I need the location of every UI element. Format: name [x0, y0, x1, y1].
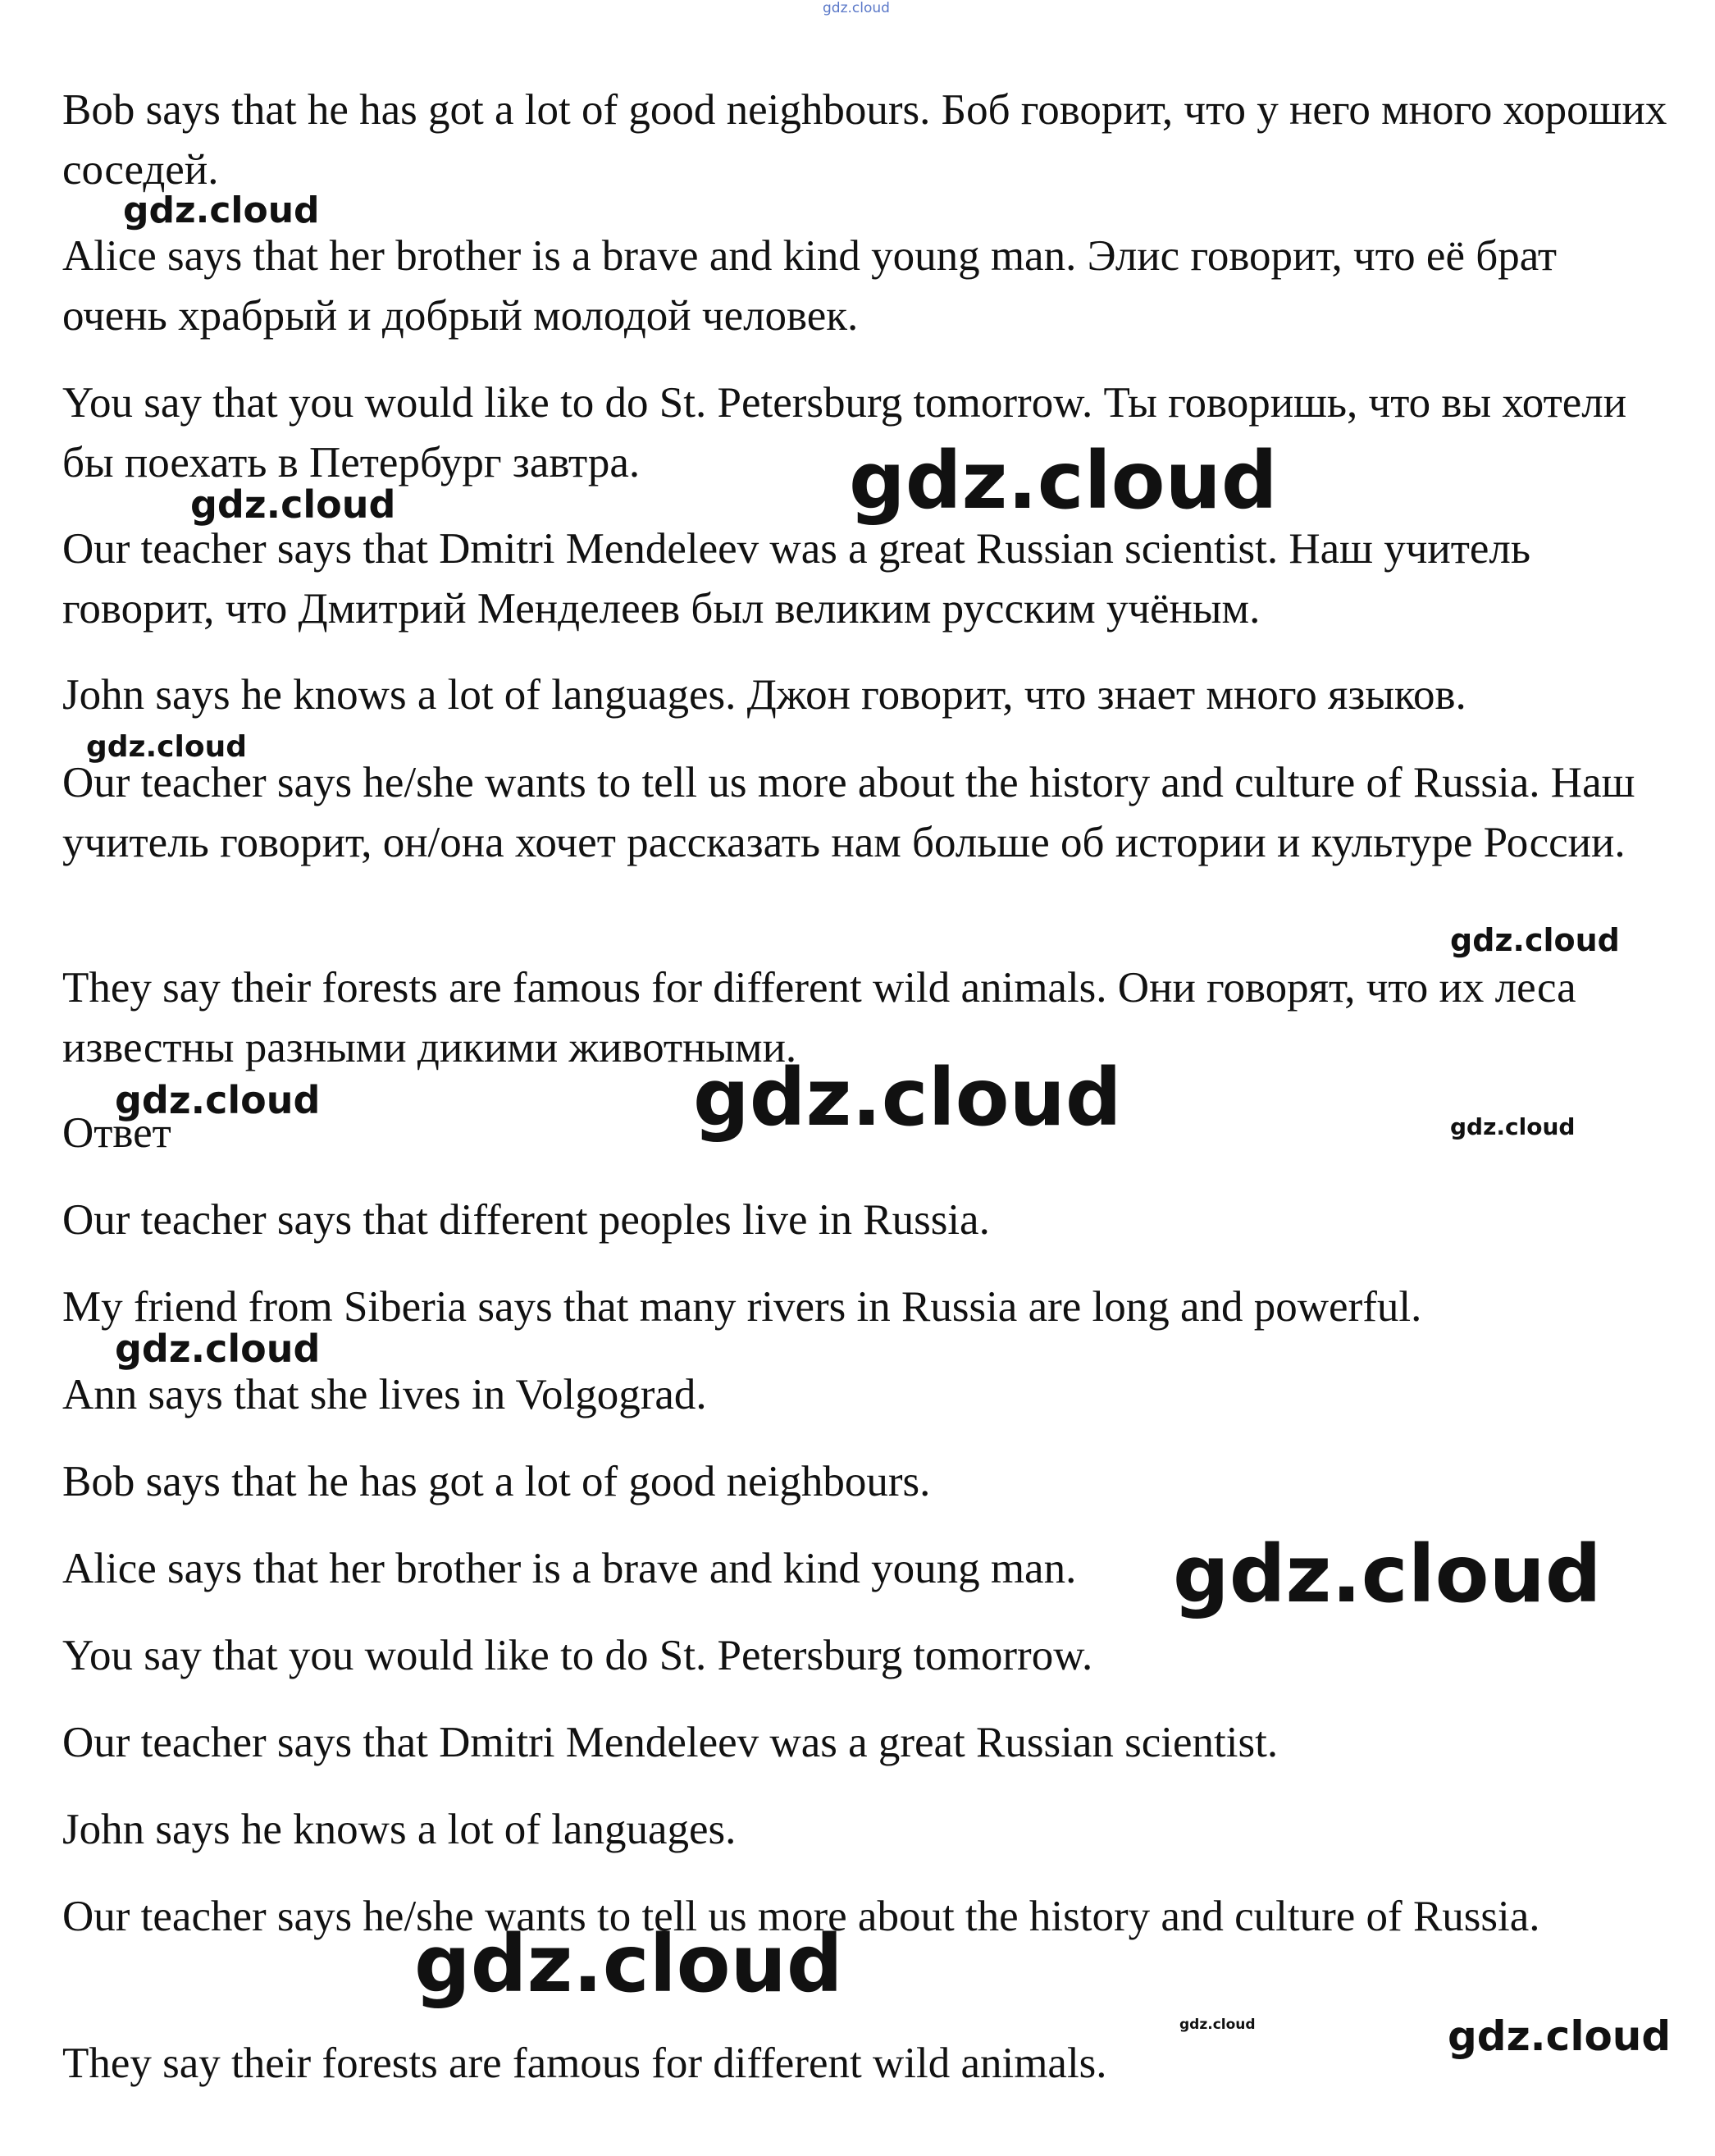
- watermark: gdz.cloud: [1448, 2012, 1672, 2060]
- watermark: gdz.cloud: [1450, 922, 1620, 958]
- watermark: gdz.cloud: [1450, 1113, 1576, 1140]
- translation-paragraph: John says he knows a lot of languages. Джон говорит, что знает много языков.: [62, 671, 1466, 719]
- answer-line: Our teacher says that different peoples live in Russia.: [62, 1196, 990, 1244]
- watermark: gdz.cloud: [115, 1327, 321, 1371]
- answer-line: My friend from Siberia says that many rivers in Russia are long and powerful.: [62, 1283, 1422, 1331]
- answer-heading: Ответ: [62, 1109, 171, 1157]
- watermark: gdz.cloud: [1173, 1528, 1602, 1620]
- answer-line: Alice says that her brother is a brave and kind young man.: [62, 1545, 1077, 1592]
- watermark: gdz.cloud: [86, 730, 247, 764]
- watermark: gdz.cloud: [1179, 2017, 1256, 2033]
- answer-line: Our teacher says that Dmitri Mendeleev was a great Russian scientist.: [62, 1719, 1279, 1766]
- answer-line: They say their forests are famous for different wild animals.: [62, 2040, 1107, 2087]
- translation-paragraph: Our teacher says he/she wants to tell us more about the history and culture of Russia. Наш учитель говорит, он/она хочет рассказать нам больше об истории и культуре России.: [62, 759, 1635, 866]
- answer-line: You say that you would like to do St. Petersburg tomorrow.: [62, 1632, 1093, 1679]
- answer-line: Our teacher says he/she wants to tell us more about the history and culture of Russia.: [62, 1893, 1540, 1940]
- translation-paragraph: They say their forests are famous for different wild animals. Они говорят, что их леса известны разными дикими животными.: [62, 964, 1576, 1071]
- answer-line: Bob says that he has got a lot of good neighbours.: [62, 1458, 931, 1505]
- top-watermark: gdz.cloud: [823, 0, 890, 16]
- watermark: gdz.cloud: [115, 1078, 321, 1122]
- answer-line: Ann says that she lives in Volgograd.: [62, 1371, 707, 1418]
- watermark: gdz.cloud: [190, 482, 396, 527]
- answer-line: John says he knows a lot of languages.: [62, 1806, 737, 1853]
- watermark: gdz.cloud: [849, 435, 1278, 527]
- watermark: gdz.cloud: [123, 190, 320, 231]
- watermark: gdz.cloud: [414, 1918, 843, 2010]
- watermark: gdz.cloud: [693, 1052, 1122, 1144]
- translation-paragraph: Alice says that her brother is a brave and kind young man. Элис говорит, что её брат очень храбрый и добрый молодой человек.: [62, 232, 1558, 340]
- translation-paragraph: You say that you would like to do St. Petersburg tomorrow. Ты говоришь, что вы хотели бы поехать в Петербург завтра.: [62, 379, 1627, 486]
- translation-paragraph: Bob says that he has got a lot of good neighbours. Боб говорит, что у него много хороших соседей.: [62, 86, 1667, 194]
- translation-paragraph: Our teacher says that Dmitri Mendeleev was a great Russian scientist. Наш учитель говорит, что Дмитрий Менделеев был великим русским учёным.: [62, 525, 1531, 633]
